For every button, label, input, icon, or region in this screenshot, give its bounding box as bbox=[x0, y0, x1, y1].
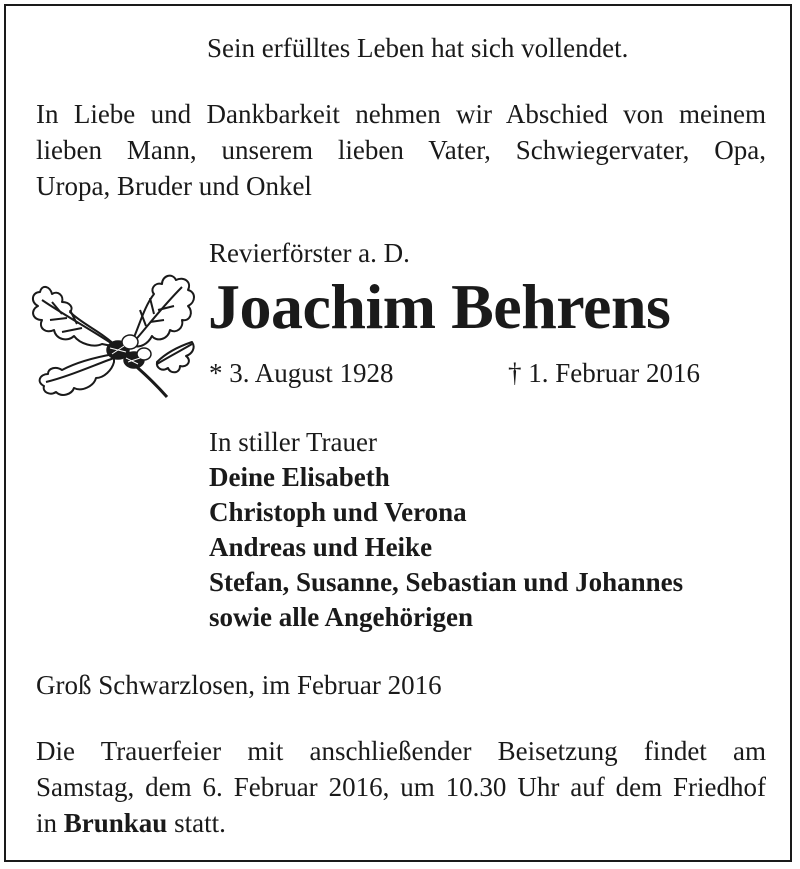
mourner-name: Deine Elisabeth bbox=[209, 462, 390, 492]
intro-line-1: In Liebe und Dankbarkeit nehmen wir Abschied von meinem bbox=[36, 99, 766, 129]
oak-leaves-acorns-icon bbox=[22, 262, 202, 412]
place-date: Groß Schwarzlosen, im Februar 2016 bbox=[36, 670, 442, 700]
funeral-line-3 bbox=[36, 805, 226, 841]
motto: Sein erfülltes Leben hat sich vollendet. bbox=[207, 33, 629, 63]
mourner-name: Stefan, Susanne, Sebastian und Johannes bbox=[209, 567, 684, 597]
birth-date: * 3. August 1928 bbox=[209, 358, 394, 388]
funeral-line-2: Samstag, dem 6. Februar 2016, um 10.30 Uhr auf dem Friedhof bbox=[36, 772, 766, 802]
deceased-title: Revierförster a. D. bbox=[209, 238, 410, 268]
death-date: † 1. Februar 2016 bbox=[508, 358, 700, 388]
deceased-name: Joachim Behrens bbox=[208, 271, 671, 342]
funeral-line-3-prefix: in bbox=[36, 808, 58, 838]
intro-line-2: lieben Mann, unserem lieben Vater, Schwiegervater, Opa, bbox=[36, 135, 766, 165]
funeral-place: Brunkau bbox=[63, 808, 168, 838]
mourners-heading: In stiller Trauer bbox=[209, 427, 377, 457]
intro-line-3: Uropa, Bruder und Onkel bbox=[36, 171, 312, 201]
mourner-name: sowie alle Angehörigen bbox=[209, 602, 473, 632]
funeral-line-3-suffix: statt. bbox=[174, 808, 226, 838]
funeral-line-1: Die Trauerfeier mit anschließender Beisetzung findet am bbox=[36, 736, 766, 766]
mourner-name: Christoph und Verona bbox=[209, 497, 467, 527]
mourner-name: Andreas und Heike bbox=[209, 532, 433, 562]
